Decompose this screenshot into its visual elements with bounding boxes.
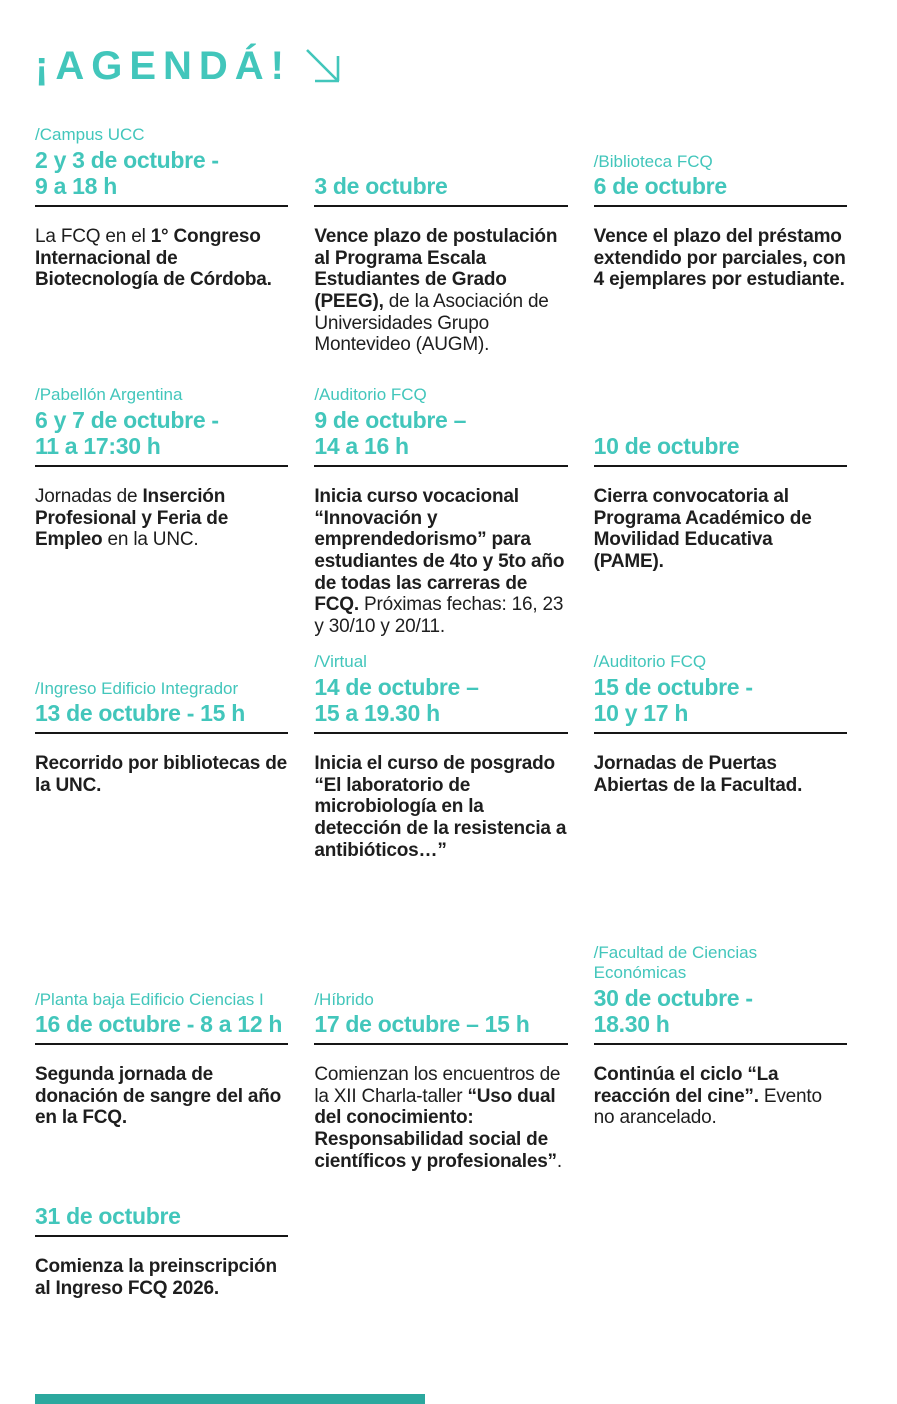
event-card [314, 385, 567, 657]
event-card [594, 650, 847, 815]
event-description-segment: de la Asociación de Universidades Grupo Montevideo (AUGM). [314, 290, 549, 356]
event-head [35, 925, 288, 1038]
event-description-segment: Inicia el curso de posgrado “El laboratorio de microbiología en la detección de la resistencia a antibióticos…” [314, 753, 567, 861]
event-location: /Facultad de Ciencias Económicas [593, 942, 758, 983]
event-date [594, 985, 847, 1038]
event-description-segment: Inserción Profesional y Feria de Empleo [35, 486, 229, 551]
event-date [594, 173, 847, 200]
event-date-line: 11 a 17:30 h [35, 433, 161, 460]
event-location: /Pabellón Argentina [35, 385, 183, 405]
event-description-segment: Comienza la preinscripción al Ingreso FCQ 2026. [35, 1256, 277, 1299]
footer-accent-bar [35, 1394, 425, 1404]
event-date-line: 18.30 h [593, 1011, 670, 1038]
event-description [314, 486, 567, 638]
event-date [35, 407, 288, 460]
event-head [594, 130, 847, 200]
event-description-segment: Próximas fechas: 16, 23 y 30/10 y 20/11. [314, 594, 564, 637]
event-date [314, 674, 567, 727]
event-date-line: 10 y 17 h [593, 700, 689, 727]
event-description-segment: Evento no arancelado. [593, 1085, 822, 1129]
event-description-segment: Jornadas de [35, 486, 143, 507]
event-date-line: 15 a 19.30 h [314, 700, 440, 727]
event-date [314, 1011, 567, 1038]
event-card [35, 125, 288, 310]
agenda-grid [35, 125, 847, 1318]
event-head [594, 925, 847, 1038]
event-date [35, 147, 288, 200]
divider [594, 465, 847, 467]
event-date-line: 6 de octubre [593, 173, 727, 200]
event-date [35, 700, 288, 727]
divider [35, 205, 288, 207]
event-description-segment: La FCQ en el [35, 226, 151, 247]
event-description-segment: Inicia curso vocacional “Innovación y emprendedorismo” para estudiantes de 4to y 5to año de todas las carreras de FCQ. [314, 486, 565, 616]
event-head [35, 650, 288, 727]
event-date [594, 674, 847, 727]
event-description-segment: Vence el plazo del préstamo extendido por parciales, con 4 ejemplares por estudiante. [593, 226, 846, 291]
event-description-segment: “Uso dual del conocimiento: Responsabilidad social de científicos y profesionales” [314, 1085, 557, 1172]
event-description-segment: Segunda jornada de donación de sangre del año en la FCQ. [35, 1064, 282, 1129]
event-description-segment: Comienzan los encuentros de la XII Charla-taller [314, 1064, 561, 1107]
event-date-line: 10 de octubre [593, 433, 740, 460]
event-location: /Planta baja Edificio Ciencias I [35, 989, 264, 1009]
event-date-line: 2 y 3 de octubre - [35, 146, 219, 173]
event-date [35, 1011, 288, 1038]
event-location: /Híbrido [314, 989, 374, 1009]
event-head [35, 125, 288, 200]
event-location: /Biblioteca FCQ [593, 151, 713, 171]
event-description [594, 753, 847, 796]
event-description [314, 226, 567, 356]
event-description [594, 1064, 847, 1129]
event-card [35, 1190, 288, 1318]
event-description [35, 753, 288, 796]
divider [314, 732, 567, 734]
event-date [314, 173, 567, 200]
event-location: /Campus UCC [35, 125, 145, 145]
event-head [594, 390, 847, 460]
event-description-segment: . [556, 1150, 562, 1172]
event-head [594, 650, 847, 727]
event-date-line: 13 de octubre - 15 h [35, 700, 246, 727]
event-date [35, 1203, 288, 1230]
event-date-line: 9 de octubre – [314, 406, 467, 433]
page-header [35, 44, 897, 88]
event-date-line: 17 de octubre – 15 h [314, 1011, 530, 1038]
divider [594, 732, 847, 734]
event-card [594, 130, 847, 310]
divider [35, 1043, 288, 1045]
event-description [35, 486, 288, 551]
event-location: /Auditorio FCQ [314, 385, 427, 405]
event-description [594, 226, 847, 291]
event-date-line: 9 a 18 h [35, 173, 117, 200]
event-description [314, 1064, 567, 1172]
event-head [314, 130, 567, 200]
event-card [594, 925, 847, 1148]
divider [314, 1043, 567, 1045]
event-head [314, 650, 567, 727]
divider [594, 1043, 847, 1045]
event-date-line: 15 de octubre - [593, 673, 753, 700]
event-description-segment: en la UNC. [102, 529, 199, 551]
event-description-segment: Cierra convocatoria al Programa Académico de Movilidad Educativa (PAME). [593, 486, 812, 572]
event-date [314, 407, 567, 460]
page-title: ¡AGENDÁ! [35, 44, 291, 88]
event-description [314, 753, 567, 861]
diagonal-down-right-arrow-icon [303, 46, 343, 86]
event-card [314, 130, 567, 375]
event-location: /Ingreso Edificio Integrador [35, 678, 239, 698]
event-description [35, 226, 288, 291]
event-date-line: 30 de octubre - [593, 984, 753, 1011]
event-card [35, 925, 288, 1148]
event-head [314, 385, 567, 460]
event-date-line: 14 de octubre – [314, 673, 479, 700]
event-card [314, 650, 567, 880]
event-description-segment: Jornadas de Puertas Abiertas de la Facultad. [593, 753, 803, 796]
event-card [594, 390, 847, 592]
divider [314, 465, 567, 467]
event-date-line: 3 de octubre [314, 173, 448, 200]
event-description [35, 1256, 288, 1299]
event-description-segment: 1° Congreso Internacional de Biotecnología de Córdoba. [35, 226, 272, 291]
event-head [35, 1190, 288, 1230]
event-date-line: 31 de octubre [35, 1203, 181, 1230]
event-location: /Auditorio FCQ [593, 652, 707, 672]
divider [594, 205, 847, 207]
event-description-segment: Vence plazo de postulación al Programa Escala Estudiantes de Grado (PEEG), [314, 226, 558, 312]
divider [35, 732, 288, 734]
divider [314, 205, 567, 207]
event-date-line: 14 a 16 h [314, 433, 409, 460]
event-description [35, 1064, 288, 1129]
divider [35, 1235, 288, 1237]
event-date-line: 16 de octubre - 8 a 12 h [35, 1011, 283, 1038]
event-card [35, 385, 288, 570]
event-description [594, 486, 847, 573]
divider [35, 465, 288, 467]
event-description-segment: Continúa el ciclo “La reacción del cine”. [593, 1064, 779, 1107]
event-card [35, 650, 288, 815]
event-date [594, 433, 847, 460]
event-description-segment: Recorrido por bibliotecas de la UNC. [35, 753, 288, 796]
event-location: /Virtual [314, 652, 367, 672]
event-card [314, 925, 567, 1191]
event-head [35, 385, 288, 460]
event-date-line: 6 y 7 de octubre - [35, 406, 219, 433]
event-head [314, 925, 567, 1038]
